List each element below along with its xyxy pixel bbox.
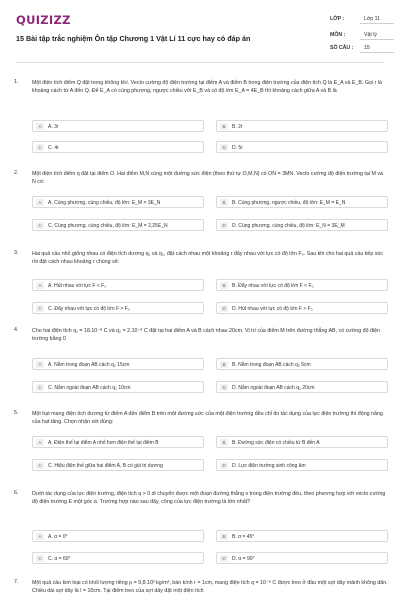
option-letter: B [220,123,228,130]
option-letter: D [220,144,228,151]
question-number: 2. [14,170,19,176]
question-text: Dưới tác dụng của lực điện trường, điện tích q > 0 di chuyển được một đoạn đường thẳng s trong điện trường đều, theo phương hợp với vécto cường độ điện trường E một góc α. Trường hợp nào sau đây, công của lực điện trường là lớn nhất? [32,491,386,505]
meta-class-label: LỚP : [330,16,345,22]
question-number: 5. [14,410,19,416]
meta-class [330,16,394,24]
option-letter: C [36,555,44,562]
option-a[interactable] [32,279,204,291]
option-b[interactable] [216,196,388,208]
option-text: A. 3r [48,124,59,130]
option-c[interactable] [32,302,204,314]
option-text: C. Nằm ngoài đoạn AB cách q₂ 10cm [48,385,131,391]
question-text: Một điện tích điểm q đặt tại điểm O. Hai điểm M,N cùng một đường sức điện (theo thứ tự O,M,N) có ON = 3MN. Vecto cường độ điện trường tại M và N có: [32,171,383,185]
option-c[interactable] [32,219,204,231]
option-d[interactable] [216,459,388,471]
question-text: Cho hai điện tích q₁ = 18.10⁻⁸ C và q₂ = 2.10⁻⁸ C đặt tại hai điểm A và B cách nhau 20cm. Vị trí của điểm M trên đường thẳng AB, có cường độ điện trường bằng 0 [32,328,381,342]
meta-question-count-label: SỐ CÂU : [330,45,354,51]
option-a[interactable] [32,196,204,208]
option-text: C. Hiệu điện thế giữa hai điểm A, B có giá trị dương [48,463,163,469]
question-number: 1. [14,79,19,85]
quizizz-logo: QUIZIZZ [16,13,71,27]
option-letter: B [220,199,228,206]
option-text: A. α = 0° [48,534,68,540]
option-text: B. Đẩy nhau với lực có độ lớn F < F₀ [232,283,314,289]
option-c[interactable] [32,381,204,393]
question-text: Một hạt mang điện tích dương từ điểm A đến điểm B trên một đường sức của một điện trường đều chỉ do tác dụng của lực điện trường thì động năng của hạt tăng. Chọn nhận xét đúng: [32,411,383,425]
option-text: D. α = 90° [232,556,255,562]
option-letter: B [220,533,228,540]
meta-subject-value: Vật lý [360,32,394,40]
option-d[interactable] [216,381,388,393]
option-text: B. α = 45° [232,534,255,540]
option-c[interactable] [32,552,204,564]
meta-subject [330,32,394,40]
option-letter: D [220,555,228,562]
option-text: D. Hút nhau với lực có độ lớn F > F₀ [232,306,313,312]
option-text: B. Cùng phương, ngược chiều, độ lớn: E_M = E_N [232,200,346,206]
option-letter: D [220,222,228,229]
meta-question-count [330,45,394,53]
option-b[interactable] [216,279,388,291]
question-number: 4. [14,327,19,333]
option-d[interactable] [216,219,388,231]
option-letter: A [36,282,44,289]
question-text: Một điện tích điểm Q đặt trong không khí. Vecto cường độ điện trường tại điểm A và điểm B trong điện trường của điện tích Q là E_A và E_B. Gọi r là khoảng cách từ A đến Q. Để E_A có cùng phương, ngược chiều với E_B và có độ lớn E_A = 4E_B thì khoảng cách giữa A và B là [32,80,382,94]
option-letter: A [36,533,44,540]
option-b[interactable] [216,436,388,448]
question-text: Một quả cầu kim loại có khối lượng riêng ρ = 9,8.10³ kg/m³, bán kính r = 1cm, mang điện tích q = 10⁻⁶ C được treo ở đầu một sợi dây mảnh không dãn. Chiều dài sợi dây là l = 10cm. Tại điểm treo của sợi dây đặt một điện tích [32,580,388,594]
option-c[interactable] [32,459,204,471]
question-text: Hai quả cầu nhỏ giống nhau có điện tích dương q₁ và q₂, đặt cách nhau một khoảng r đẩy nhau với lực có độ lớn F₀. Sau khi cho hai quả cầu tiếp xúc rồi đặt cách nhau khoảng r chúng sẽ: [32,251,384,265]
option-b[interactable] [216,120,388,132]
option-text: B. 2r [232,124,243,130]
option-letter: C [36,384,44,391]
option-text: C. Đẩy nhau với lực có độ lớn F > F₀ [48,306,130,312]
option-a[interactable] [32,120,204,132]
option-d[interactable] [216,141,388,153]
option-text: C. α = 60° [48,556,71,562]
option-text: C. Cùng phương, cùng chiều, độ lớn: E_M = 2,25E_N [48,223,168,229]
option-d[interactable] [216,302,388,314]
option-letter: A [36,123,44,130]
page-title: 15 Bài tập trắc nghiệm Ôn tập Chương 1 Vật Lí 11 cực hay có đáp án [16,34,251,43]
option-text: A. Nằm trong đoạn AB cách q₂ 15cm [48,362,130,368]
option-letter: B [220,439,228,446]
option-b[interactable] [216,358,388,370]
option-a[interactable] [32,530,204,542]
option-text: D. Nằm ngoài đoạn AB cách q₂ 20cm [232,385,315,391]
meta-class-value: Lớp 11 [360,16,394,24]
option-d[interactable] [216,552,388,564]
question-number: 7. [14,579,19,585]
option-letter: C [36,144,44,151]
option-letter: A [36,199,44,206]
meta-subject-label: MÔN : [330,32,346,38]
option-text: A. Cùng phương, cùng chiều, độ lớn: E_M = 3E_N [48,200,161,206]
option-letter: C [36,222,44,229]
option-letter: C [36,305,44,312]
option-text: D. 5r [232,145,243,151]
option-text: A. Điện thế tại điểm A nhỏ hơn điện thế tại điểm B [48,440,159,446]
question-number: 6. [14,490,19,496]
option-text: D. Cùng phương, cùng chiều, độ lớn: E_N = 3E_M [232,223,345,229]
option-letter: A [36,361,44,368]
question-number: 3. [14,250,19,256]
option-text: B. Đường sức điện có chiều từ B đến A [232,440,320,446]
option-b[interactable] [216,530,388,542]
option-a[interactable] [32,436,204,448]
worksheet-header [0,0,400,64]
option-letter: C [36,462,44,469]
option-letter: B [220,282,228,289]
meta-question-count-value: 15 [360,45,394,53]
option-c[interactable] [32,141,204,153]
option-letter: D [220,462,228,469]
option-text: B. Nằm trong đoạn AB cách q₂ 5cm [232,362,311,368]
option-text: A. Hút nhau với lực F < F₀ [48,283,107,289]
header-divider [16,62,384,63]
option-letter: D [220,305,228,312]
option-text: D. Lực điện trường sinh công âm [232,463,306,469]
option-letter: A [36,439,44,446]
option-text: C. 4r [48,145,59,151]
option-letter: D [220,384,228,391]
option-letter: B [220,361,228,368]
option-a[interactable] [32,358,204,370]
